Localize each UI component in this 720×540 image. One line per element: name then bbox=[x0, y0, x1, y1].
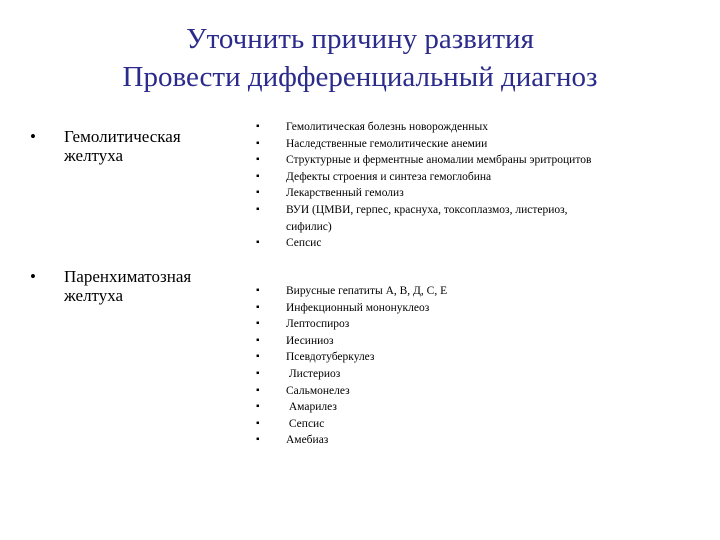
list-item: ▪ Структурные и ферментные аномалии мембраны эритроцитов bbox=[256, 152, 706, 169]
hemolytic-causes-list bbox=[256, 119, 706, 252]
list-item: ▪ Лекарственный гемолиз bbox=[256, 185, 706, 202]
parenchymal-causes-list bbox=[256, 283, 706, 449]
list-item: ▪ Наследственные гемолитические анемии bbox=[256, 136, 706, 153]
bullet-icon: ▪ bbox=[256, 170, 260, 182]
list-item: ▪ Лептоспироз bbox=[256, 316, 706, 333]
label-line-2: желтуха bbox=[64, 286, 124, 305]
title-line-1: Уточнить причину развития bbox=[186, 23, 534, 55]
label-line-2: желтуха bbox=[64, 146, 124, 165]
bullet-icon: ▪ bbox=[256, 417, 260, 429]
bullet-icon: ▪ bbox=[256, 121, 260, 132]
list-item: ▪ Иесиниоз bbox=[256, 333, 706, 350]
bullet-icon: ▪ bbox=[256, 351, 260, 363]
bullet-icon: ▪ bbox=[256, 203, 260, 215]
bullet-icon: ▪ bbox=[256, 334, 260, 346]
title-line-2: Провести дифференциальный диагноз bbox=[122, 61, 598, 93]
list-item: ▪ Листериоз bbox=[256, 366, 706, 383]
list-item: ▪ Амебиаз bbox=[256, 432, 706, 449]
bullet-icon: ▪ bbox=[256, 154, 260, 166]
bullet-icon: ▪ bbox=[256, 301, 260, 313]
bullet-icon: ▪ bbox=[256, 285, 260, 296]
list-item: ▪ Вирусные гепатиты А, В, Д, С, Е bbox=[256, 283, 706, 300]
label-line-1: Паренхиматозная bbox=[64, 267, 192, 286]
list-item: ▪ Инфекционный мононуклеоз bbox=[256, 300, 706, 317]
list-item: ▪ ВУИ (ЦМВИ, герпес, краснуха, токсоплазмоз, листериоз, bbox=[256, 202, 706, 219]
list-item: ▪ Гемолитическая болезнь новорожденных bbox=[256, 119, 706, 136]
list-item: ▪ Амарилез bbox=[256, 399, 706, 416]
bullet-icon: • bbox=[30, 267, 36, 286]
main-bullet-label bbox=[64, 267, 234, 305]
bullet-icon: ▪ bbox=[256, 318, 260, 330]
bullet-icon: ▪ bbox=[256, 401, 260, 413]
list-item: ▪ Сепсис bbox=[256, 416, 706, 433]
bullet-icon: ▪ bbox=[256, 237, 260, 249]
list-item: ▪ Сальмонелез bbox=[256, 383, 706, 400]
bullet-icon: ▪ bbox=[256, 187, 260, 199]
bullet-icon: ▪ bbox=[256, 137, 260, 149]
bullet-icon: ▪ bbox=[256, 434, 260, 446]
label-line-1: Гемолитическая bbox=[64, 127, 181, 146]
list-item: ▪ Дефекты строения и синтеза гемоглобина bbox=[256, 169, 706, 186]
main-bullet-label bbox=[64, 127, 234, 165]
list-item: ▪ Сепсис bbox=[256, 235, 706, 252]
list-item: ▪ Псевдотуберкулез bbox=[256, 349, 706, 366]
slide-title bbox=[0, 20, 720, 96]
bullet-icon: • bbox=[30, 127, 36, 146]
list-item-continuation: сифилис) bbox=[286, 220, 332, 233]
bullet-icon: ▪ bbox=[256, 384, 260, 396]
bullet-icon: ▪ bbox=[256, 367, 260, 379]
